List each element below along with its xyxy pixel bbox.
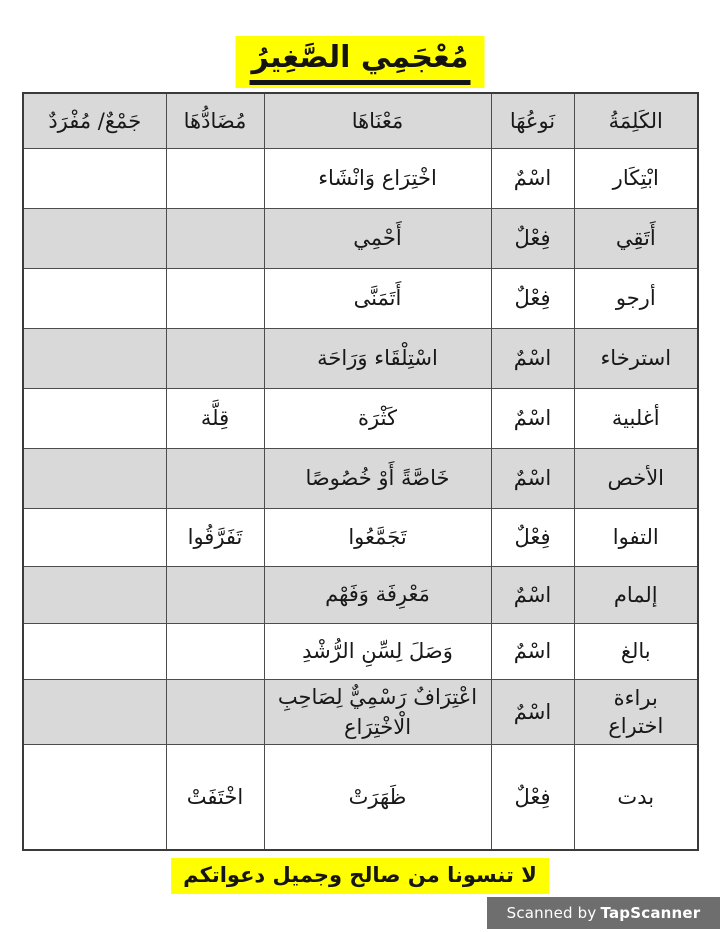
footer-note-highlight: لا تنسونا من صالح وجميل دعواتكم <box>171 858 549 894</box>
header-type: نَوعُهَا <box>491 93 574 148</box>
meaning-cell: اخْتِرَاع وَانْشَاء <box>264 148 491 208</box>
antonym-cell <box>166 566 264 623</box>
table-row <box>23 566 698 623</box>
meaning-cell: اعْتِرَافٌ رَسْمِيٌّ لِصَاحِبِ الْاخْتِرَاع <box>264 679 491 745</box>
scanner-brand: TapScanner <box>600 904 701 922</box>
table-row <box>23 679 698 745</box>
plural-cell <box>23 679 166 745</box>
antonym-cell: تَفَرَّقُوا <box>166 508 264 566</box>
meaning-cell: أَحْمِي <box>264 208 491 268</box>
header-plural-singular: جَمْعٌ/ مُفْرَدٌ <box>23 93 166 148</box>
table-row <box>23 208 698 268</box>
title-highlight <box>236 36 485 88</box>
meaning-cell: ظَهَرَتْ <box>264 745 491 850</box>
word-cell: إلمام <box>574 566 698 623</box>
word-cell: أَتَقِي <box>574 208 698 268</box>
type-cell: فِعْلٌ <box>491 208 574 268</box>
word-cell: أغلبية <box>574 388 698 448</box>
plural-cell <box>23 508 166 566</box>
page-title: مُعْجَمِي الصَّغِيرُ <box>250 40 471 85</box>
type-cell: اسْمٌ <box>491 566 574 623</box>
plural-cell <box>23 148 166 208</box>
meaning-cell: وَصَلَ لِسِّنِ الرُّشْدِ <box>264 623 491 679</box>
plural-cell <box>23 208 166 268</box>
type-cell: فِعْلٌ <box>491 745 574 850</box>
table-row <box>23 268 698 328</box>
table-row <box>23 745 698 850</box>
antonym-cell <box>166 623 264 679</box>
plural-cell <box>23 566 166 623</box>
type-cell: اسْمٌ <box>491 148 574 208</box>
meaning-cell: اسْتِلْقَاء وَرَاحَة <box>264 328 491 388</box>
word-cell: بالغ <box>574 623 698 679</box>
antonym-cell <box>166 268 264 328</box>
word-cell: بدت <box>574 745 698 850</box>
table-row <box>23 388 698 448</box>
word-cell: الأخص <box>574 448 698 508</box>
antonym-cell <box>166 679 264 745</box>
type-cell: اسْمٌ <box>491 388 574 448</box>
type-cell: فِعْلٌ <box>491 508 574 566</box>
antonym-cell: اخْتَفَتْ <box>166 745 264 850</box>
word-cell: استرخاء <box>574 328 698 388</box>
meaning-cell: مَعْرِفَة وَفَهْم <box>264 566 491 623</box>
plural-cell <box>23 388 166 448</box>
table-row <box>23 148 698 208</box>
table-row <box>23 328 698 388</box>
word-text: براءة اختراع <box>608 685 664 738</box>
word-cell <box>574 679 698 745</box>
vocabulary-table <box>22 92 699 851</box>
table-header-row <box>23 93 698 148</box>
word-cell: أرجو <box>574 268 698 328</box>
plural-cell <box>23 268 166 328</box>
meaning-cell: أَتَمَنَّى <box>264 268 491 328</box>
word-cell: ابْتِكَار <box>574 148 698 208</box>
scanner-prefix: Scanned by <box>506 904 597 922</box>
meaning-cell: كَثْرَة <box>264 388 491 448</box>
table-row <box>23 508 698 566</box>
meaning-cell: خَاصَّةً أَوْ خُصُوصًا <box>264 448 491 508</box>
word-cell: التفوا <box>574 508 698 566</box>
type-cell: فِعْلٌ <box>491 268 574 328</box>
header-meaning: مَعْنَاهَا <box>264 93 491 148</box>
meaning-cell: تَجَمَّعُوا <box>264 508 491 566</box>
table-row <box>23 623 698 679</box>
table-row <box>23 448 698 508</box>
plural-cell <box>23 623 166 679</box>
header-word: الكَلِمَةُ <box>574 93 698 148</box>
type-cell: اسْمٌ <box>491 448 574 508</box>
scanner-watermark-badge <box>487 897 720 929</box>
antonym-cell: قِلَّة <box>166 388 264 448</box>
antonym-cell <box>166 448 264 508</box>
antonym-cell <box>166 328 264 388</box>
plural-cell <box>23 448 166 508</box>
type-cell: اسْمٌ <box>491 623 574 679</box>
antonym-cell <box>166 208 264 268</box>
plural-cell <box>23 328 166 388</box>
antonym-cell <box>166 148 264 208</box>
header-antonym: مُضَادُّهَا <box>166 93 264 148</box>
type-cell: اسْمٌ <box>491 679 574 745</box>
type-cell: اسْمٌ <box>491 328 574 388</box>
plural-cell <box>23 745 166 850</box>
